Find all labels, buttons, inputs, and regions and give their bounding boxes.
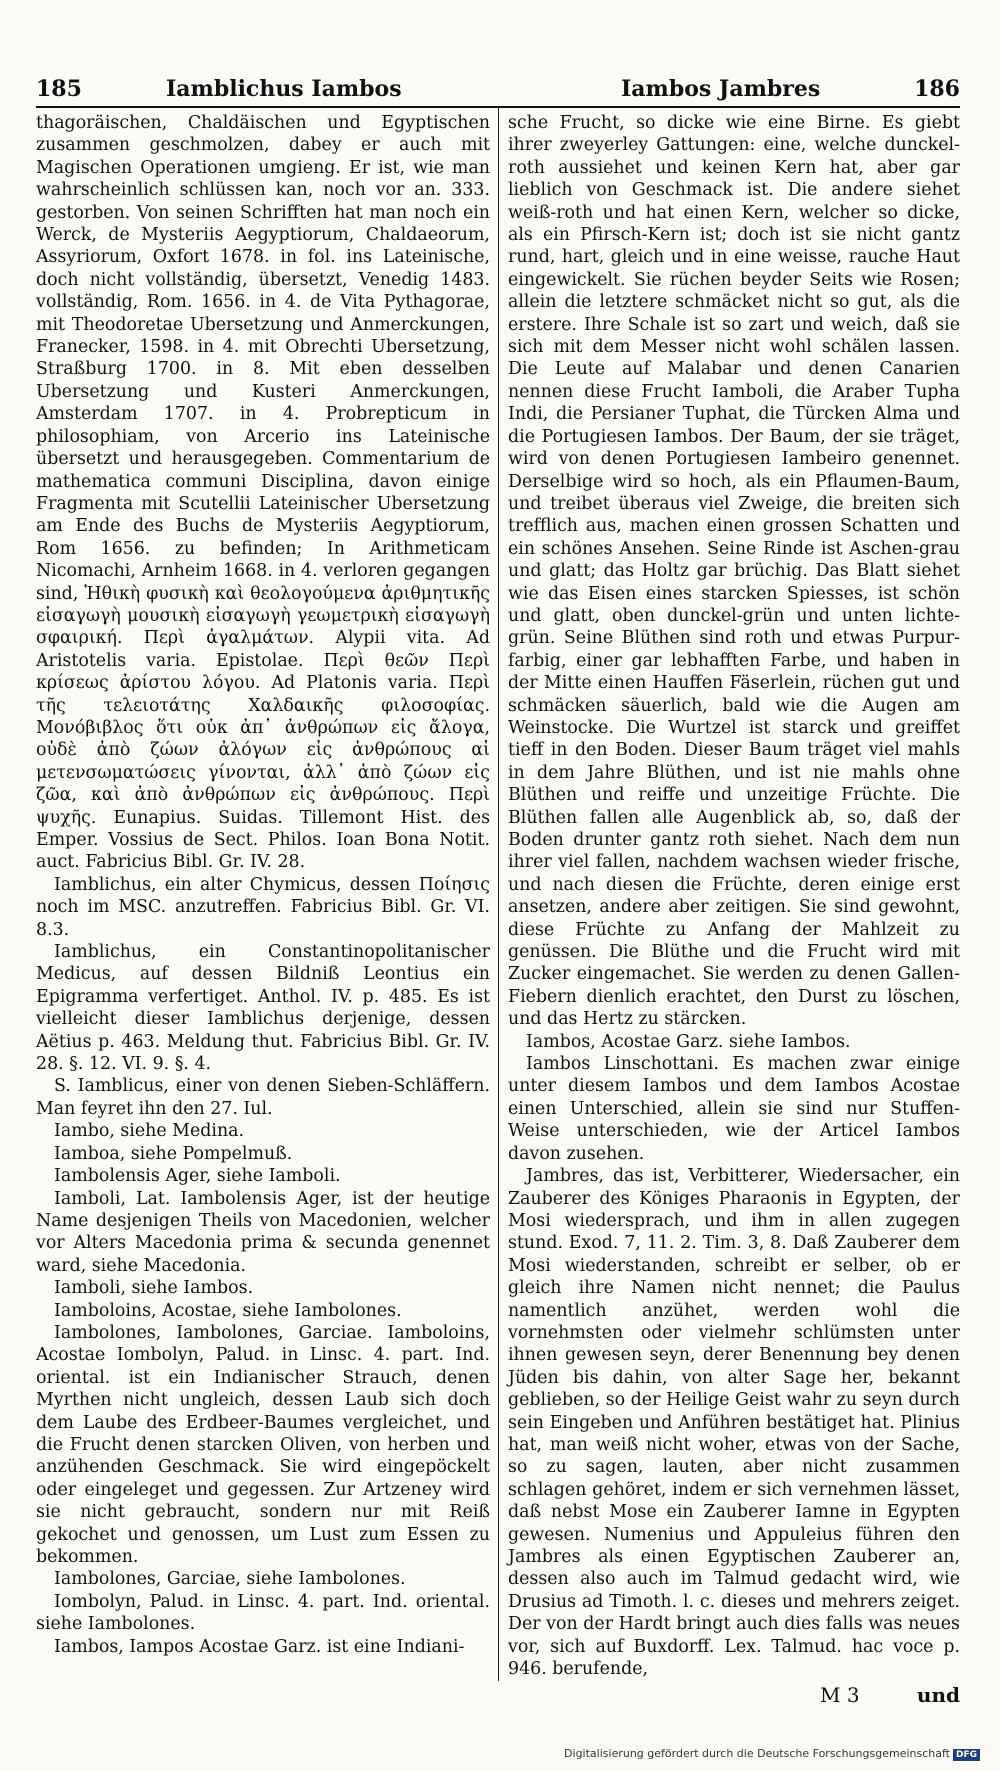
entry-text: Iamblichus, ein alter Chymicus, dessen Ποίησις noch im MSC. anzutreffen. Fabricius Bibl. Gr. VI. 8.3.: [36, 874, 490, 940]
entry-text: Iambo, siehe Medina.: [54, 1121, 245, 1142]
entry-text: Iamblichus, ein Constantinopolitanischer Medicus, auf dessen Bildniß Leontius ein Epigramma verfertiget. Anthol. IV. p. 485. Es ist vielleicht dieser Iamblichus derjenige, dessen Aëtius p. 463. Meldung thut. Fabricius Bibl. Gr. IV. 28. §. 12. VI. 9. §. 4.: [36, 942, 490, 1075]
header-title-left: Iamblichus Iambos: [166, 76, 402, 102]
entry-text: Iambos Linschottani. Es machen zwar einige unter diesem Iambos und dem Iambos Acostae einen Unterschied, allein sie sind nur Stuffen-Weise unterschieden, wie der Articel Iambos davon zusehen.: [508, 1054, 960, 1164]
dfg-logo: DFG: [953, 1749, 980, 1761]
footer: [564, 1747, 980, 1761]
page-number-left: 185: [36, 76, 82, 102]
entry-text: Iamboloins, Acostae, siehe Iambolones.: [54, 1300, 402, 1321]
entry-text: sche Frucht, so dicke wie eine Birne. Es giebt ihrer zweyerley Gattungen: eine, welche dunckel-roth aussiehet und keinen Kern hat, aber gar lieblich von Geschmack ist. Die andere siehet weiß-roth und hat einen Kern, welcher so dicke, als ein Pfirsch-Kern ist; doch ist sie nicht gantz rund, hart, gleich und in eine weisse, rauche Haut eingewickelt. Sie rüchen beyder Seits wie Rosen; allein die letztere schmäcket nicht so gut, als die erstere. Ihre Schale ist so zart und weich, daß sie sich mit dem Messer nicht wohl schälen lassen. Die Leute auf Malabar und denen Canarien nennen diese Frucht Iamboli, die Araber Tupha Indi, die Persianer Tuphat, die Türcken Alma und die Portugiesen Iambos. Der Baum, der sie träget, wird von denen Portugiesen Iambeiro genennet. Derselbige wird so hoch, als ein Pflaumen-Baum, und treibet überaus viel Zweige, die breiten sich trefflich aus, machen einen grossen Schatten und ein schönes Ansehen. Seine Rinde ist Aschen-grau und glatt; das Holtz gar brüchig. Das Blatt siehet wie das Eisen eines starcken Spiesses, ist schön und glatt, oben dunckel-grün und unten lichte-grün. Seine Blüthen sind roth und etwas Purpur-farbig, einer gar lebhafften Farbe, und haben in der Mitte einen Hauffen Fäserlein, rüchen gut und schmäcken säuerlich, bald wie die Augen am Weinstocke. Die Wurtzel ist starck und greiffet tieff in den Boden. Dieser Baum träget viel mahls in dem Jahre Blüthen, und ist nie mahls ohne Blüthen und reiffe und unzeitige Früchte. Die Blüthen fallen alle Augenblick ab, so, daß der Boden drunter gantz roth siehet. Nach dem nun ihrer viel fallen, nachdem wachsen wieder frische, und nach diesen die Früchte, deren einige erst ansetzen, andere aber zeitigen. Sie sind gewohnt, diese Früchte zu Anfang der Mahlzeit zu genüssen. Die Blüthe und die Frucht wird mit Zucker eingemachet. Sie werden zu denen Gallen-Fiebern dienlich erachtet, den Durst zu löschen, und das Hertz zu stärcken.: [508, 113, 960, 1030]
entry-text: Iamboli, siehe Iambos.: [54, 1278, 254, 1299]
entry-text: Iambos, Iampos Acostae Garz. ist eine Indiani-: [54, 1636, 465, 1657]
header-title-right: Iambos Jambres: [621, 76, 821, 102]
entry-text: Iombolyn, Palud. in Linsc. 4. part. Ind. oriental. siehe Iambolones.: [36, 1591, 490, 1635]
column-divider: [498, 106, 499, 1681]
entry-text: Iambolones, Garciae, siehe Iambolones.: [54, 1569, 406, 1590]
running-header: [36, 72, 960, 108]
entry-text: thagoräischen, Chaldäischen und Egyptischen zusammen geschmolzen, dabey er auch mit Magischen Operationen umgieng. Er ist, wie man wahrscheinlich schlüssen kan, noch vor an. 333. gestorben. Von seinen Schrifften hat man noch ein Werck, de Mysteriis Aegyptiorum, Chaldaeorum, Assyriorum, Oxfort 1678. in fol. ins Lateinische, doch nicht vollständig, übersetzt, Venedig 1483. vollständig, Rom. 1656. in 4. de Vita Pythagorae, mit Theodoretae Ubersetzung und Anmerckungen, Franecker, 1598. in 4. mit Obrechti Ubersetzung, Straßburg 1700. in 8. Mit eben desselben Ubersetzung und Kusteri Anmerckungen, Amsterdam 1707. in 4. Probrepticum in philosophiam, von Arcerio ins Lateinische übersetzt und herausgegeben. Commentarium de mathematica communi Disciplina, davon einige Fragmenta mit Scutellii Lateinischer Ubersetzung am Ende des Buchs de Mysteriis Aegyptiorum, Rom 1656. zu befinden; In Arithmeticam Nicomachi, Arnheim 1668. in 4. verloren gegangen sind, Ἠθικὴ φυσικὴ καὶ θεολογούμενα ἀριθμητικῆς εἰσαγωγὴ μουσικὴ εἰσαγωγὴ γεωμετρικὴ εἰσαγωγὴ σφαιρική. Περὶ ἀγαλμάτων. Alypii vita. Ad Aristotelis varia. Epistolae. Περὶ θεῶν Περὶ κρίσεως ἀρίστου λόγου. Ad Platonis varia. Περὶ τῆς τελειοτάτης Χαλδαικῆς φιλοσοφίας. Μονόβιβλος ὅτι οὐκ ἀπ᾽ ἀνθρώπων εἰς ἄλογα, οὐδὲ ἀπὸ ζώων ἀλόγων εἰς ἀνθρώπους αἱ μετενσωματώσεις γίνονται, ἀλλ᾽ ἀπὸ ζώων εἰς ζῶα, καὶ ἀπὸ ἀνθρώπων εἰς ἀνθρώπους. Περὶ ψυχῆς. Eunapius. Suidas. Tillemont Hist. des Emper. Vossius de Sect. Philos. Ioan Bona Notit. auct. Fabricius Bibl. Gr. IV. 28.: [36, 113, 490, 873]
page-number-right: 186: [914, 76, 960, 102]
entry-text: Iambolones, Iambolones, Garciae. Iamboloins, Acostae Iombolyn, Palud. in Linsc. 4. part. Ind. oriental. ist ein Indianischer Strauch, denen Myrthen nicht ungleich, dessen Laub sich doch dem Laube des Erdbeer-Baumes vergleichet, und die Frucht denen starcken Oliven, von herben und anzühenden Geschmack. Sie wird eingepöckelt oder eingeleget und gegessen. Zur Artzeney wird sie nicht gebraucht, sondern nur mit Reiß gekochet und genossen, um Lust zum Essen zu bekommen.: [36, 1322, 490, 1567]
signature-mark: M 3: [820, 1683, 860, 1707]
entry-text: Iambos, Acostae Garz. siehe Iambos.: [526, 1031, 851, 1052]
entry-text: Iamboa, siehe Pompelmuß.: [54, 1143, 293, 1164]
entry-jambres: Jambres, das ist, Verbitterer, Wiedersacher, ein Zauberer des Königes Pharaonis in Egypten, der Mosi wiedersprach, und ihm in allen zugegen stund. Exod. 7, 11. 2. Tim. 3, 8. Daß Zauberer dem Mosi wiederstanden, schreibt er selber, ob er gleich ihre Namen nicht nennet; die Paulus namentlich anzühet, werden wohl die vornehmsten oder vielmehr schlümsten unter ihnen gewesen seyn, derer Benennung bey denen Jüden bis dahin, von alter Sage her, bekannt geblieben, so der Heilige Geist wahr zu seyn durch sein Eingeben und Anführen bestätiget hat. Plinius hat, man weiß nicht woher, etwas von der Sache, so zu sagen, lauten, aber nicht zusammen schlagen gehöret, indem er sich vernehmen lässet, daß nebst Mose ein Zauberer Iamne in Egypten gewesen. Numenius und Appuleius führen den Jambres als einen Egyptischen Zauberer an, dessen also auch im Talmud gedacht wird, wie Drusius ad Timoth. l. c. dieses und mehrers zeiget. Der von der Hardt bringt auch dies falls was neues vor, sich auf Buxdorff. Lex. Talmud. hac voce p. 946. berufende,: [508, 1166, 960, 1680]
entry-text: Iamboli, Lat. Iambolensis Ager, ist der heutige Name desjenigen Theils von Macedonien, welcher vor Alters Macedonia prima & secunda genennet ward, siehe Macedonia.: [36, 1188, 490, 1276]
catchword: und: [916, 1683, 960, 1707]
right-column: [508, 112, 960, 1680]
left-column: [36, 112, 490, 1658]
entry-text: Iambolensis Ager, siehe Iamboli.: [54, 1166, 341, 1187]
entry-text: S. Iamblicus, einer von denen Sieben-Schläffern. Man feyret ihn den 27. Iul.: [36, 1076, 490, 1119]
footer-text: Digitalisierung gefördert durch die Deutsche Forschungsgemeinschaft: [564, 1747, 950, 1760]
